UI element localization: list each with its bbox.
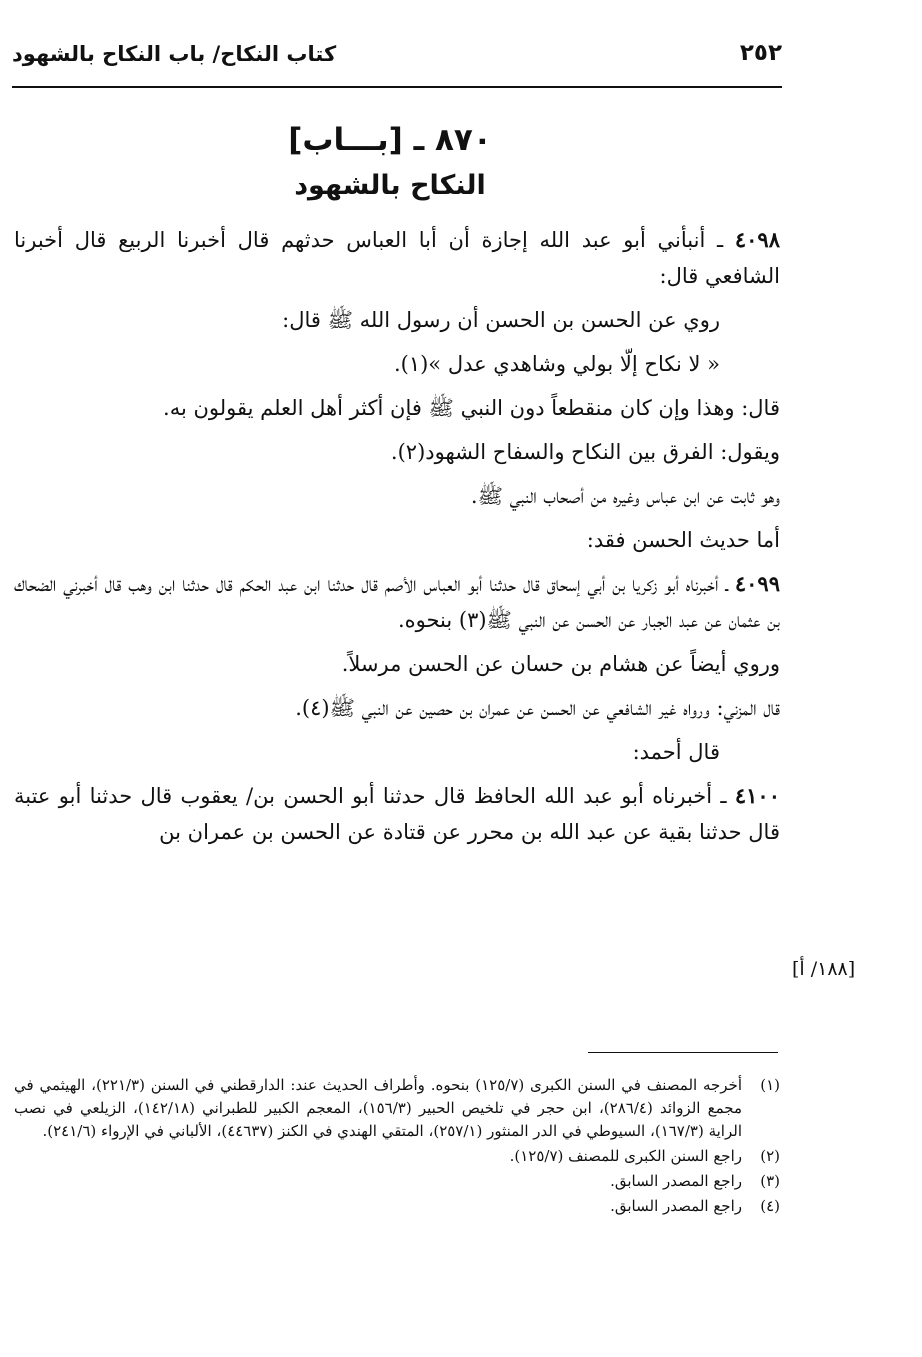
footnote-mark: (١) <box>760 1076 780 1094</box>
paragraph-saying: ويقول: الفرق بين النكاح والسفاح الشهود(٢). <box>390 440 780 464</box>
running-header-title: كتاب النكاح/ باب النكاح بالشهود <box>12 42 337 66</box>
hadith-4100: ٤١٠٠ ـ أخبرناه أبو عبد الله الحافظ قال حدثنا أبو الحسن بن/ يعقوب قال حدثنا أبو عتبة قال حدثنا بقية عن عبد الله بن محرر عن قتادة عن الحسن بن عمران بن <box>14 783 780 844</box>
paragraph-qala-ahmad: قال أحمد: <box>632 740 720 764</box>
footnote-text: أخرجه المصنف في السنن الكبرى (١٢٥/٧) بنحوه. وأطراف الحديث عند: الدارقطني في السنن (٢٢١/٣)، الهيثمي في مجمع الزوائد (٢٨٦/٤)، ابن حجر في تلخيص الحبير (١٥٦/٣)، المعجم الكبير للطبراني (١٤٢/١٨)، الزيلعي في نصب الراية (١٦٧/٣)، السيوطي في الدر المنثور (٢٥٧/١)، المتقي الهندي في الكنز (٤٤٦٣٧)، الألباني في الإرواء (٢٤١/٦). <box>14 1076 743 1140</box>
paragraph-hisham: وروي أيضاً عن هشام بن حسان عن الحسن مرسلاً. <box>341 652 780 676</box>
footnote-item <box>14 1170 780 1193</box>
paragraph-comment: قال: وهذا وإن كان منقطعاً دون النبي ﷺ فإن أكثر أهل العلم يقولون به. <box>163 396 780 420</box>
paragraph-hadith-text: « لا نكاح إلّا بولي وشاهدي عدل »(١). <box>393 352 720 376</box>
footnote-item <box>14 1074 780 1143</box>
paragraph-narration: روي عن الحسن بن الحسن أن رسول الله ﷺ قال: <box>282 308 720 332</box>
header-divider <box>12 86 782 88</box>
footnote-item <box>14 1195 780 1218</box>
chapter-heading <box>200 118 580 206</box>
hadith-number: ٤٠٩٨ <box>734 227 780 252</box>
chapter-title: النكاح بالشهود <box>294 170 486 201</box>
hadith-4098: ٤٠٩٨ ـ أنبأني أبو عبد الله إجازة أن أبا العباس حدثهم قال أخبرنا الربيع قال أخبرنا الشافعي قال: <box>14 227 780 288</box>
paragraph-confirmation: وهو ثابت عن ابن عباس وغيره من أصحاب النبي ﷺ. <box>470 484 780 508</box>
footnote-mark: (٤) <box>760 1197 780 1215</box>
footnote-item <box>14 1145 780 1168</box>
page-number: ٢٥٢ <box>739 40 782 66</box>
paragraph-intro-hasan: أما حديث الحسن فقد: <box>586 528 780 552</box>
hadith-number: ٤٠٩٩ <box>734 571 780 596</box>
running-header <box>12 40 782 84</box>
footnote-text: راجع المصدر السابق. <box>610 1172 742 1190</box>
footnote-divider <box>588 1052 778 1053</box>
footnote-text: راجع السنن الكبرى للمصنف (١٢٥/٧). <box>509 1147 742 1165</box>
paragraph-muzani: قال المزني: ورواه غير الشافعي عن الحسن عن عمران بن حصين عن النبي ﷺ(٤). <box>295 696 780 720</box>
footnote-mark: (٣) <box>760 1172 780 1190</box>
footnotes <box>14 1074 780 1220</box>
footnote-mark: (٢) <box>760 1147 780 1165</box>
chapter-number: ٨٧٠ ـ [بـــاب] <box>288 122 492 158</box>
manuscript-folio-marker: [١٨٨/ أ] <box>792 958 856 980</box>
footnote-text: راجع المصدر السابق. <box>610 1197 742 1215</box>
hadith-4099: ٤٠٩٩ ـ أخبرناه أبو زكريا بن أبي إسحاق قال حدثنا أبو العباس الأصم قال حدثنا ابن عبد الحكم قال حدثنا ابن وهب قال أخبرني الضحاك بن عثمان عن عبد الجبار عن الحسن عن النبي ﷺ(٣) بنحوه. <box>14 571 780 632</box>
main-text <box>14 222 780 858</box>
hadith-number: ٤١٠٠ <box>734 783 780 808</box>
